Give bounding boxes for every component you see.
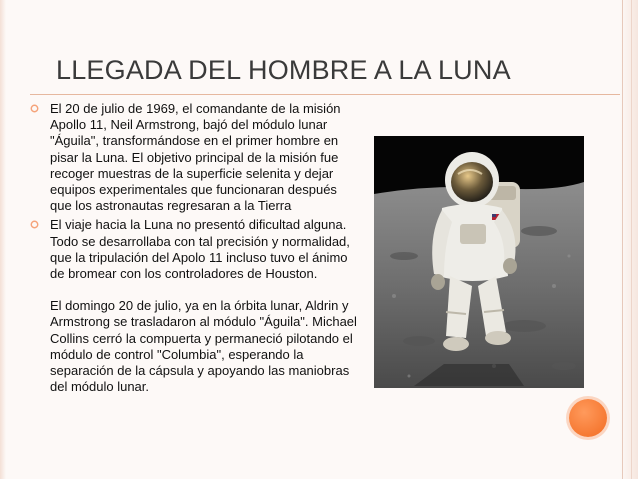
decorative-vertical-line-2 <box>631 0 632 479</box>
orange-circle-decoration <box>569 399 607 437</box>
title-underline <box>30 94 620 95</box>
bullet-ring-icon <box>30 220 39 229</box>
bullet-item-1 <box>30 101 362 214</box>
bullet-text-2: El viaje hacia la Luna no presentó dificultad alguna. Todo se desarrollaba con tal precisión y normalidad, que la tripulación del Apolo 11 incluso tuvo el ánimo de bromear con los controladores de Houston. <box>50 217 350 282</box>
bullet-item-2 <box>30 217 362 395</box>
decorative-vertical-line <box>622 0 623 479</box>
slide-title: LLEGADA DEL HOMBRE A LA LUNA <box>56 55 511 85</box>
bullet-ring-icon <box>30 104 39 113</box>
bullet-list <box>30 101 362 398</box>
slide-left-edge <box>0 0 6 479</box>
astronaut-photo <box>374 136 584 388</box>
bullet-text-1: El 20 de julio de 1969, el comandante de la misión Apollo 11, Neil Armstrong, bajó del módulo lunar "Águila", transformándose en el primer hombre en pisar la Luna. El objetivo principal de la misión fue recoger muestras de la superficie selenita y dejar equipos experimentales que funcionaran después que los astronautas regresaran a la Tierra <box>50 101 341 214</box>
bullet-text-2-continuation: El domingo 20 de julio, ya en la órbita lunar, Aldrin y Armstrong se trasladaron al módulo "Águila". Michael Collins cerró la compuerta y permaneció pilotando el módulo de control "Columbia", esperando la separación de la cápsula y apoyando las maniobras del módulo lunar. <box>50 298 357 395</box>
